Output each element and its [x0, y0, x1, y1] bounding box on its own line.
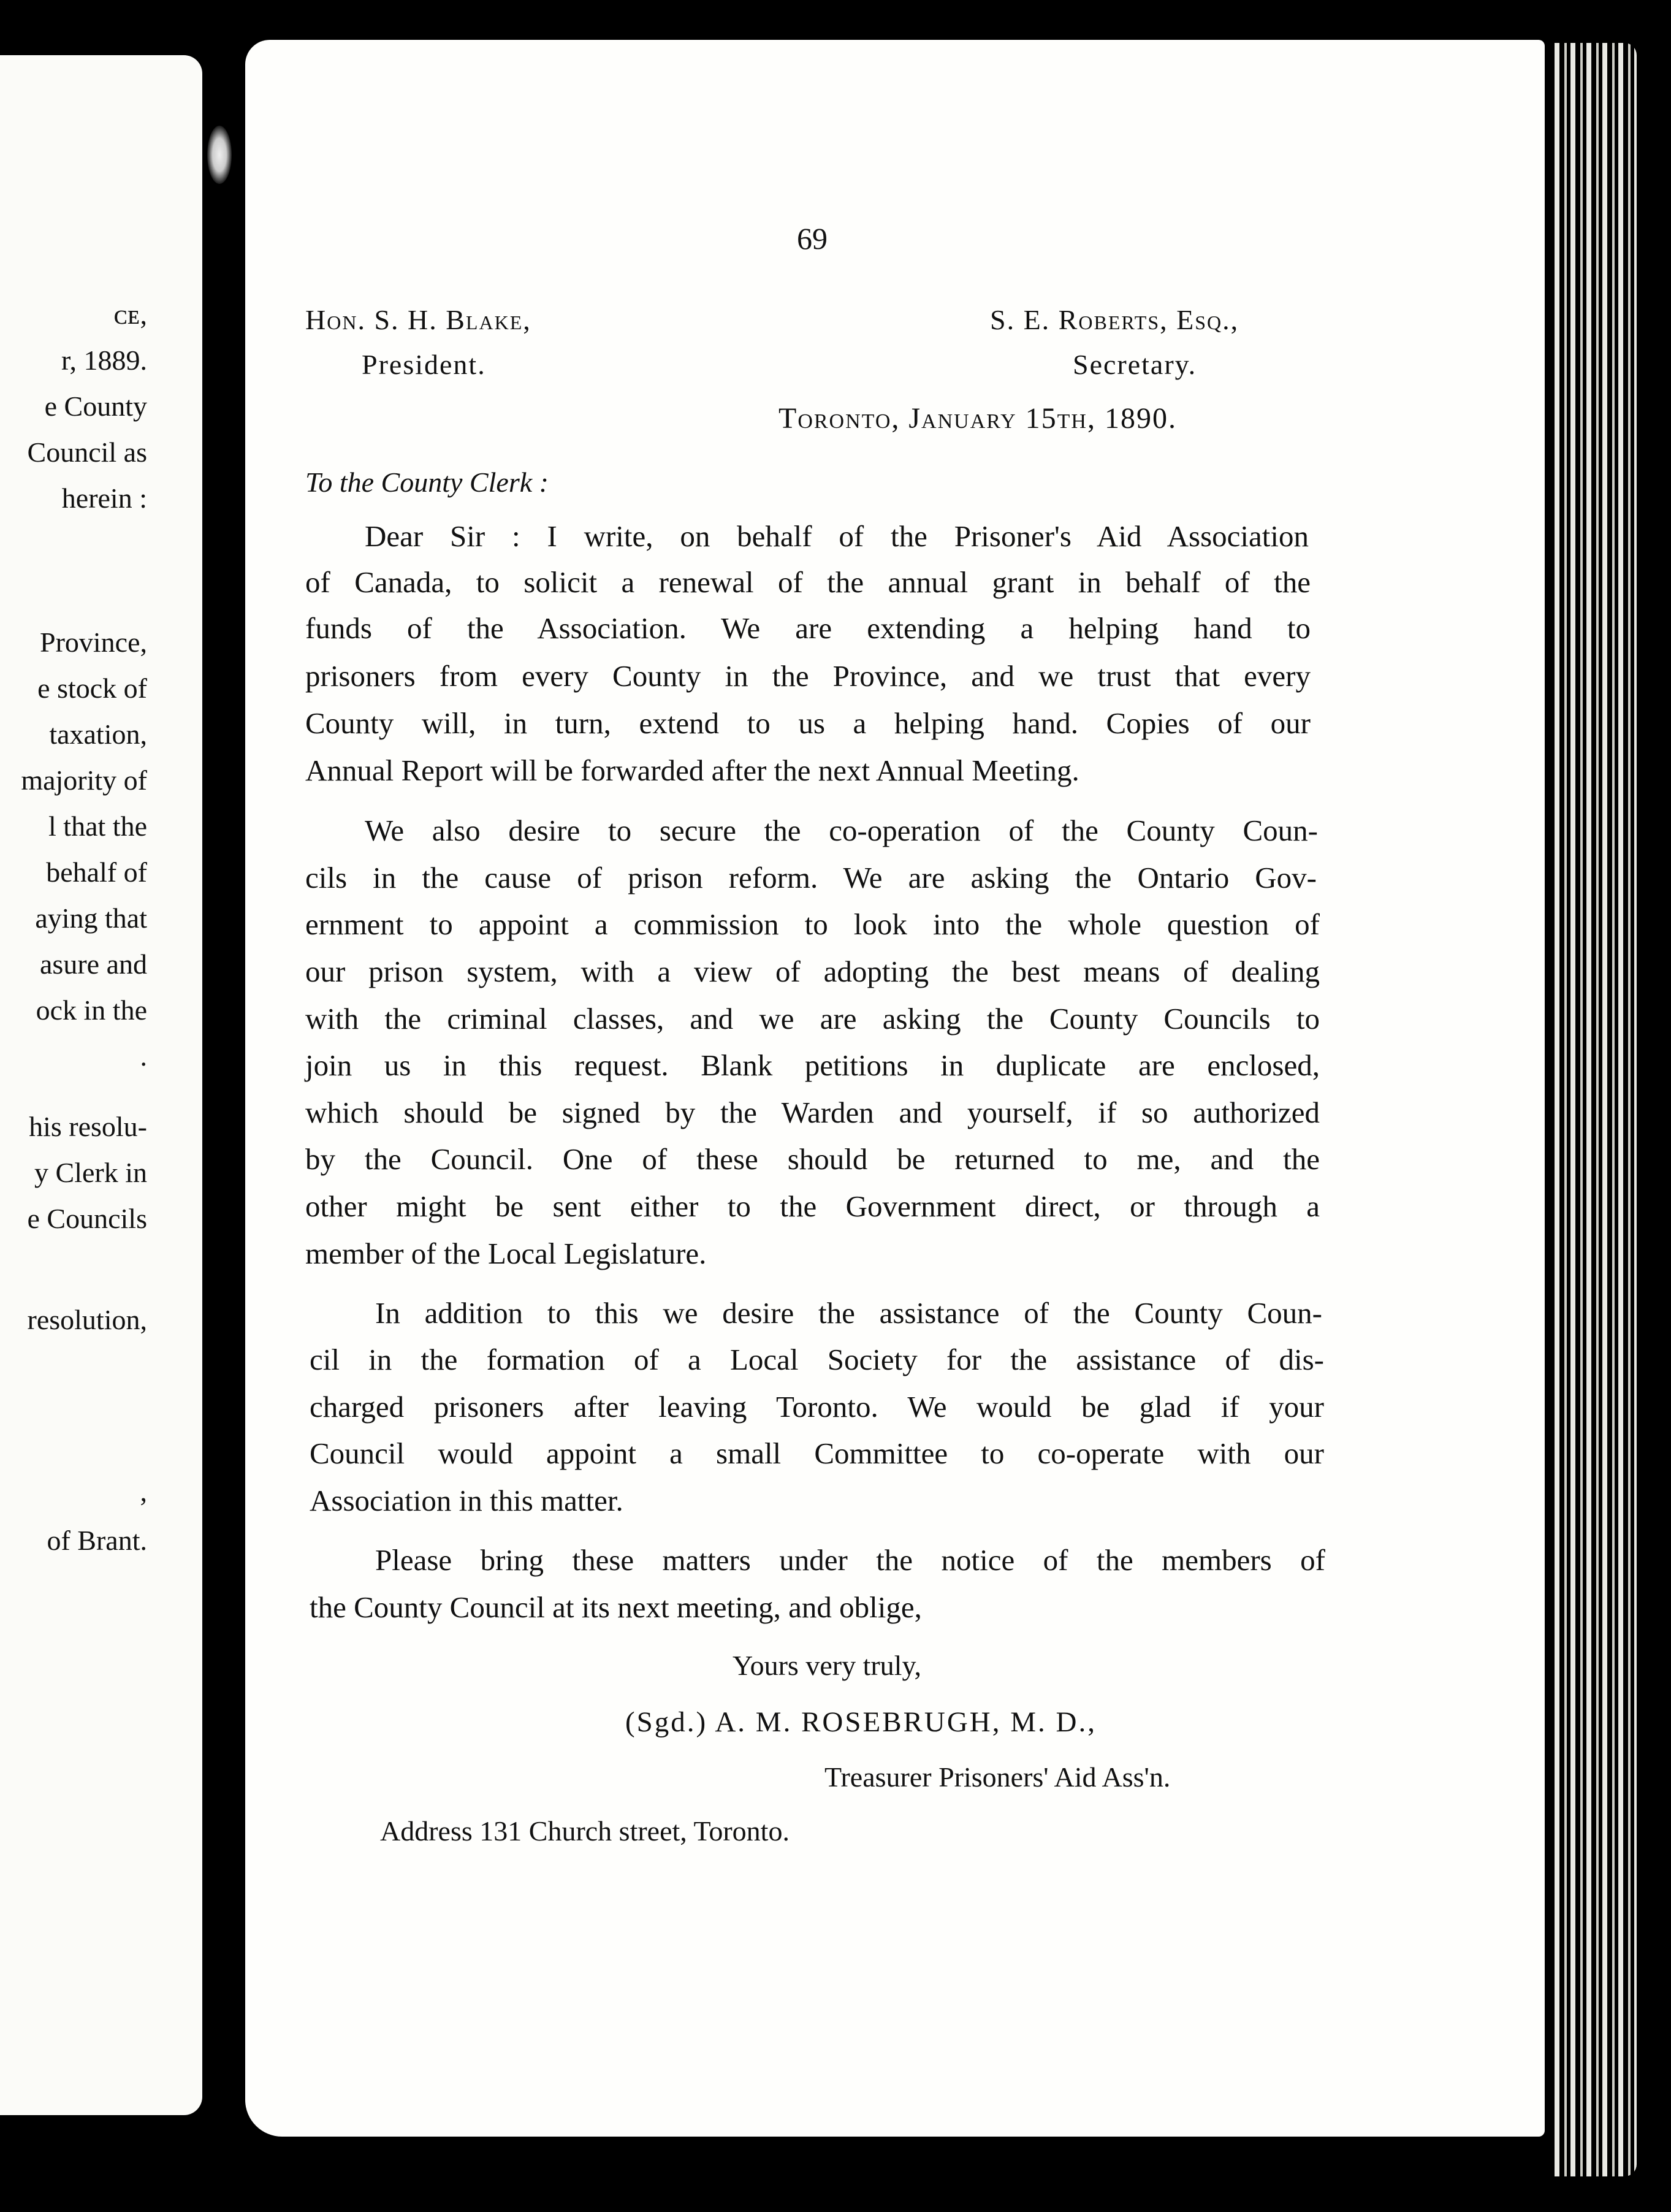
gutter-binding-mark: [207, 126, 232, 184]
signature: (Sgd.) A. M. ROSEBRUGH, M. D.,: [625, 1706, 1097, 1738]
letter-line: charged prisoners after leaving Toronto. We would be glad if your: [310, 1390, 1324, 1424]
letter-line: with the criminal classes, and we are asking the County Councils to: [305, 1002, 1320, 1035]
place-date-text: Toronto, January 15th, 1890.: [778, 402, 1177, 435]
left-text-line: majority of: [21, 765, 147, 796]
letter-line: which should be signed by the Warden and yourself, if so authorized: [305, 1096, 1320, 1129]
letter-line: Council would appoint a small Committee to co-operate with our: [310, 1436, 1324, 1470]
place-date: [778, 402, 1177, 435]
letter-line: of Canada, to solicit a renewal of the annual grant in behalf of the: [305, 565, 1311, 599]
letter-line: Dear Sir : I write, on behalf of the Prisoner's Aid Association: [365, 519, 1309, 553]
letter-line: cils in the cause of prison reform. We are asking the Ontario Gov-: [305, 861, 1317, 894]
left-text-line: asure and: [40, 948, 147, 980]
letter-line: the County Council at its next meeting, and oblige,: [310, 1590, 922, 1624]
letter-line: member of the Local Legislature.: [305, 1237, 707, 1270]
left-text-line: his resolu-: [29, 1111, 147, 1142]
letter-line: our prison system, with a view of adopting the best means of dealing: [305, 955, 1320, 988]
letter-line: Annual Report will be forwarded after the next Annual Meeting.: [305, 753, 1079, 787]
addressee: To the County Clerk :: [305, 467, 549, 498]
left-text-line: ,: [140, 1476, 147, 1507]
left-text-line: ᴄᴇ,: [114, 299, 147, 330]
letter-line: prisoners from every County in the Province, and we trust that every: [305, 659, 1311, 693]
signer-title: Treasurer Prisoners' Aid Ass'n.: [824, 1761, 1171, 1793]
left-text-line: resolution,: [27, 1304, 147, 1335]
president-name: Hon. S. H. Blake,: [305, 304, 531, 335]
left-text-line: e stock of: [37, 673, 147, 704]
left-text-line: aying that: [35, 902, 147, 934]
letter-line: Please bring these matters under the notice of the members of: [375, 1543, 1325, 1577]
letter-line: other might be sent either to the Government direct, or through a: [305, 1189, 1320, 1223]
president-title: President.: [362, 349, 486, 380]
left-text-line: y Clerk in: [34, 1157, 147, 1188]
letter-line: In addition to this we desire the assistance of the County Coun-: [375, 1296, 1322, 1330]
secretary-title: Secretary.: [1073, 349, 1197, 380]
page-number: 69: [797, 221, 828, 256]
left-text-line: herein :: [61, 482, 147, 514]
letter-line: Association in this matter.: [310, 1484, 623, 1517]
left-text-line: e Councils: [27, 1203, 147, 1234]
left-text-line: Province,: [39, 627, 147, 658]
left-text-line: .: [140, 1040, 147, 1072]
letter-line: by the Council. One of these should be returned to me, and the: [305, 1142, 1320, 1176]
left-text-line: e County: [44, 391, 147, 422]
letter-line: cil in the formation of a Local Society for the assistance of dis-: [310, 1343, 1324, 1376]
left-text-line: ock in the: [36, 994, 147, 1026]
letter-line: join us in this request. Blank petitions in duplicate are enclosed,: [305, 1048, 1320, 1082]
valediction: Yours very truly,: [733, 1650, 921, 1681]
letter-line: ernment to appoint a commission to look into the whole question of: [305, 907, 1320, 941]
left-text-line: behalf of: [46, 856, 147, 888]
left-text-line: Council as: [27, 437, 147, 468]
left-page-fragment: [0, 55, 202, 2115]
left-text-line: l that the: [48, 810, 147, 842]
page-edges: [1551, 43, 1637, 2176]
left-text-line: of Brant.: [47, 1525, 147, 1556]
address: Address 131 Church street, Toronto.: [380, 1815, 790, 1847]
letter-line: We also desire to secure the co-operation of the County Coun-: [365, 814, 1318, 847]
letter-line: funds of the Association. We are extending a helping hand to: [305, 611, 1311, 645]
letter-line: County will, in turn, extend to us a helping hand. Copies of our: [305, 706, 1311, 740]
left-text-line: taxation,: [49, 719, 147, 750]
secretary-name: S. E. Roberts, Esq.,: [990, 304, 1239, 335]
left-text-line: r, 1889.: [61, 345, 147, 376]
